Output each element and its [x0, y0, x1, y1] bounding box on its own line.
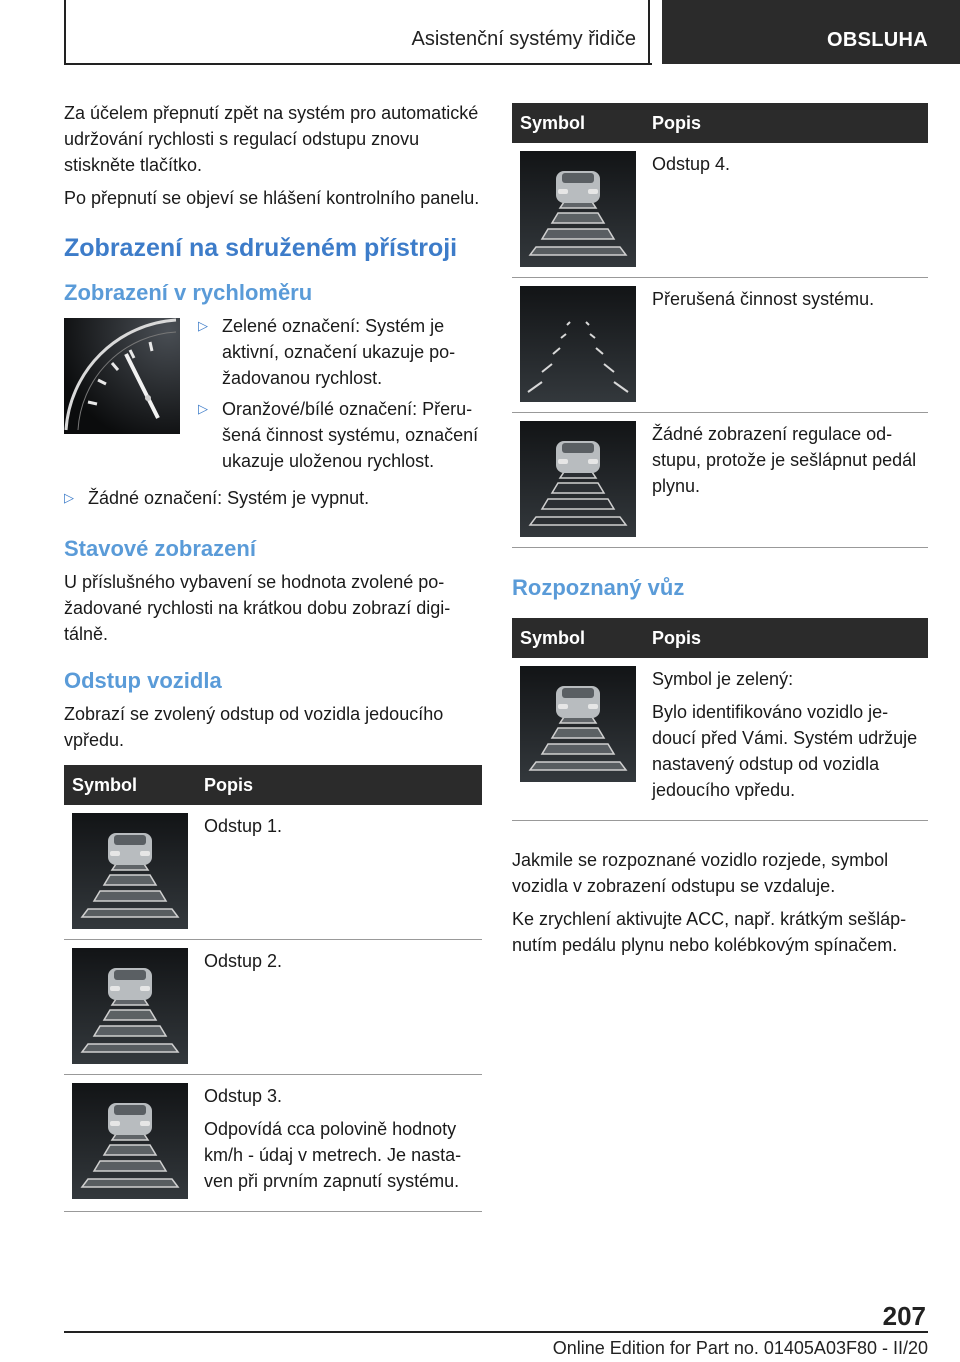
page-header	[0, 0, 960, 66]
col-description: Popis	[196, 765, 482, 805]
table-header-row	[512, 103, 928, 143]
heading-cluster: Zobrazení na sdruženém přístroji	[64, 234, 458, 262]
bullet-green	[198, 313, 482, 391]
col-symbol: Symbol	[512, 103, 644, 143]
table-row	[64, 1075, 482, 1212]
table-row	[512, 278, 928, 413]
symbol-cell	[512, 278, 644, 413]
triangle-bullet-icon: ▷	[198, 401, 208, 416]
description-text: Přerušená činnost systému.	[652, 289, 875, 309]
col-description: Popis	[644, 103, 928, 143]
description-text: Symbol je zelený:	[652, 669, 794, 689]
description-text: Odstup 1.	[204, 816, 283, 836]
distance-3-icon	[72, 1083, 188, 1199]
symbol-cell	[512, 413, 644, 548]
closing-paragraph-1: Jakmile se rozpoznané vozidlo rozjede, symbol vozidla v zobrazení odstupu se vzdaluje.	[512, 850, 889, 896]
bullet-text: Oranžové/bílé označení: Přerušená činnost systému, označení ukazuje uloženou rychlost.	[222, 399, 479, 471]
description-text: Odpovídá cca polovině hodnoty km/h - údaj v metrech. Je nastaven při prvním zapnutí systému.	[204, 1119, 462, 1191]
bullet-none	[64, 485, 482, 511]
bullet-text: Žádné označení: Systém je vypnut.	[88, 488, 370, 508]
table-header-row	[64, 765, 482, 805]
col-symbol: Symbol	[64, 765, 196, 805]
symbol-cell	[64, 1075, 196, 1212]
description-cell	[196, 1075, 482, 1212]
heading-detected: Rozpoznaný vůz	[512, 575, 685, 600]
speedometer-block	[64, 313, 482, 479]
section-title: Asistenční systémy řidiče	[411, 28, 636, 50]
speedometer-bullets	[198, 313, 482, 479]
table-row	[512, 658, 928, 821]
description-text: Odstup 4.	[652, 154, 731, 174]
symbol-cell	[512, 143, 644, 278]
distance-table-continued	[512, 103, 928, 548]
description-text: Odstup 3.	[204, 1086, 283, 1106]
col-symbol: Symbol	[512, 618, 644, 658]
heading-status: Stavové zobrazení	[64, 536, 256, 561]
edition-footer: Online Edition for Part no. 01405A03F80 - II/20	[552, 1338, 928, 1358]
detected-table	[512, 618, 928, 821]
closing-paragraph-2: Ke zrychlení aktivujte ACC, např. krátkým sešlápnutím pedálu plynu nebo kolébkovým spínačem.	[512, 909, 907, 955]
intro-paragraph-2: Po přepnutí se objeví se hlášení kontrolního panelu.	[64, 188, 480, 208]
triangle-bullet-icon: ▷	[198, 318, 208, 333]
distance-paragraph: Zobrazí se zvolený odstup od vozidla jedoucího vpředu.	[64, 704, 444, 750]
description-cell	[196, 805, 482, 940]
triangle-bullet-icon: ▷	[64, 490, 74, 505]
speedometer-image	[64, 318, 180, 434]
table-header-row	[512, 618, 928, 658]
symbol-cell	[64, 940, 196, 1075]
interrupted-icon	[520, 286, 636, 402]
header-rule-bottom	[64, 63, 652, 65]
distance-1-icon	[72, 813, 188, 929]
description-text: Žádné zobrazení regulace odstupu, protože je sešlápnut pedál plynu.	[652, 424, 917, 496]
page-number: 207	[882, 1301, 926, 1331]
distance-4-icon	[520, 151, 636, 267]
header-rule-mid	[648, 0, 650, 64]
bullet-text: Zelené označení: Systém je aktivní, označení ukazuje požadovanou rychlost.	[222, 316, 456, 388]
table-row	[64, 940, 482, 1075]
status-paragraph: U příslušného vybavení se hodnota zvolené požadované rychlosti na krátkou dobu zobrazí digitálně.	[64, 572, 451, 644]
description-cell	[644, 143, 928, 278]
description-cell	[644, 278, 928, 413]
distance-2-icon	[72, 948, 188, 1064]
col-description: Popis	[644, 618, 928, 658]
chapter-title: OBSLUHA	[827, 29, 928, 51]
description-cell	[644, 413, 928, 548]
table-row	[512, 413, 928, 548]
table-row	[64, 805, 482, 940]
right-column	[512, 103, 928, 965]
description-text: Bylo identifikováno vozidlo jedoucí před Vámi. Systém udržuje nastavený odstup od vozidla jedoucího vpředu.	[652, 702, 918, 800]
intro-paragraph-1: Za účelem přepnutí zpět na systém pro automatické udržování rychlosti s regulací odstupu znovu stiskněte tlačítko.	[64, 103, 479, 175]
footer-rule	[64, 1331, 928, 1333]
no-display-icon	[520, 421, 636, 537]
bullet-orange	[198, 396, 482, 474]
heading-distance: Odstup vozidla	[64, 668, 222, 693]
speedometer-icon	[64, 318, 180, 434]
symbol-cell	[512, 658, 644, 821]
description-text: Odstup 2.	[204, 951, 283, 971]
left-column	[64, 100, 482, 1212]
detected-vehicle-icon	[520, 666, 636, 782]
distance-table	[64, 765, 482, 1212]
description-cell	[644, 658, 928, 821]
chapter-tab	[662, 0, 960, 64]
heading-speedometer: Zobrazení v rychloměru	[64, 280, 313, 305]
symbol-cell	[64, 805, 196, 940]
table-row	[512, 143, 928, 278]
description-cell	[196, 940, 482, 1075]
